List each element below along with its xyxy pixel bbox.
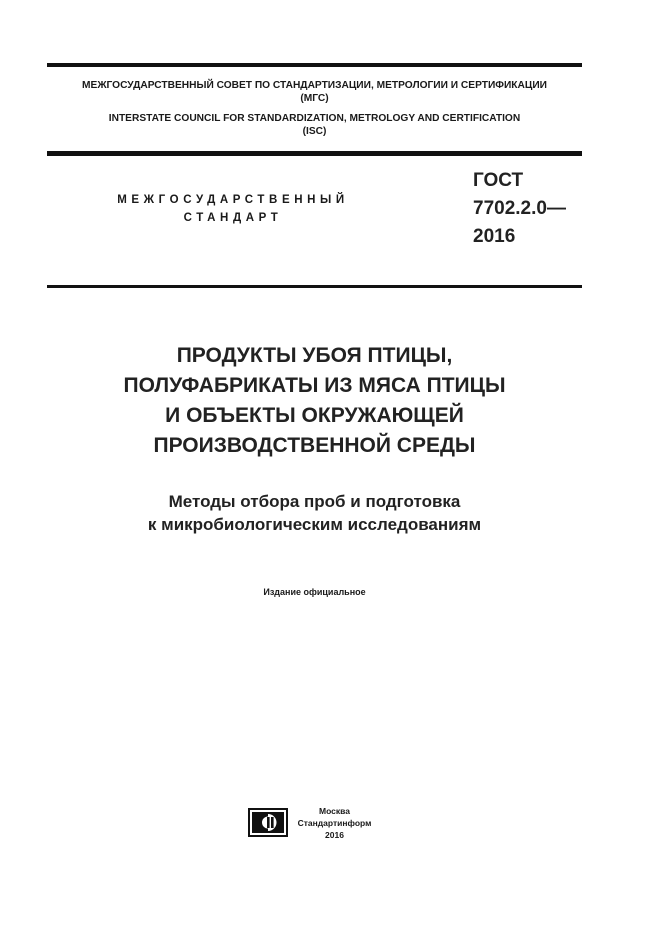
title-line-3: И ОБЪЕКТЫ ОКРУЖАЮЩЕЙ — [165, 404, 464, 427]
document-subtitle — [47, 490, 582, 536]
title-line-4: ПРОИЗВОДСТВЕННОЙ СРЕДЫ — [153, 434, 476, 457]
council-name-ru-line1: МЕЖГОСУДАРСТВЕННЫЙ СОВЕТ ПО СТАНДАРТИЗАЦИИ, МЕТРОЛОГИИ И СЕРТИФИКАЦИИ — [82, 80, 547, 91]
standard-kind-line1: МЕЖГОСУДАРСТВЕННЫЙ — [117, 194, 349, 206]
council-name-ru-abbr: (МГС) — [300, 93, 329, 104]
designation-year: 2016 — [473, 226, 516, 247]
middle-rule — [47, 151, 582, 156]
title-line-2: ПОЛУФАБРИКАТЫ ИЗ МЯСА ПТИЦЫ — [123, 374, 506, 397]
lower-rule — [47, 285, 582, 288]
top-rule — [47, 63, 582, 67]
subtitle-line-2: к микробиологическим исследованиям — [147, 515, 482, 534]
document-title — [47, 341, 582, 461]
standard-designation — [473, 167, 566, 251]
council-name-ru — [47, 79, 582, 105]
council-name-en-line1: INTERSTATE COUNCIL FOR STANDARDIZATION, METROLOGY AND CERTIFICATION — [108, 113, 521, 124]
publisher-block — [292, 805, 377, 841]
publisher-name: Стандартинформ — [297, 818, 372, 828]
council-name-en-abbr: (ISC) — [302, 126, 327, 137]
standartinform-logo-icon — [248, 808, 288, 837]
publisher-year: 2016 — [325, 830, 344, 840]
council-name-en — [47, 112, 582, 138]
edition-note: Издание официальное — [263, 587, 366, 597]
designation-prefix: ГОСТ — [473, 170, 524, 191]
title-line-1: ПРОДУКТЫ УБОЯ ПТИЦЫ, — [176, 344, 453, 367]
publisher-city: Москва — [319, 806, 350, 816]
subtitle-line-1: Методы отбора проб и подготовка — [168, 492, 461, 511]
standard-kind-line2: СТАНДАРТ — [183, 212, 283, 224]
designation-number: 7702.2.0— — [473, 198, 566, 219]
